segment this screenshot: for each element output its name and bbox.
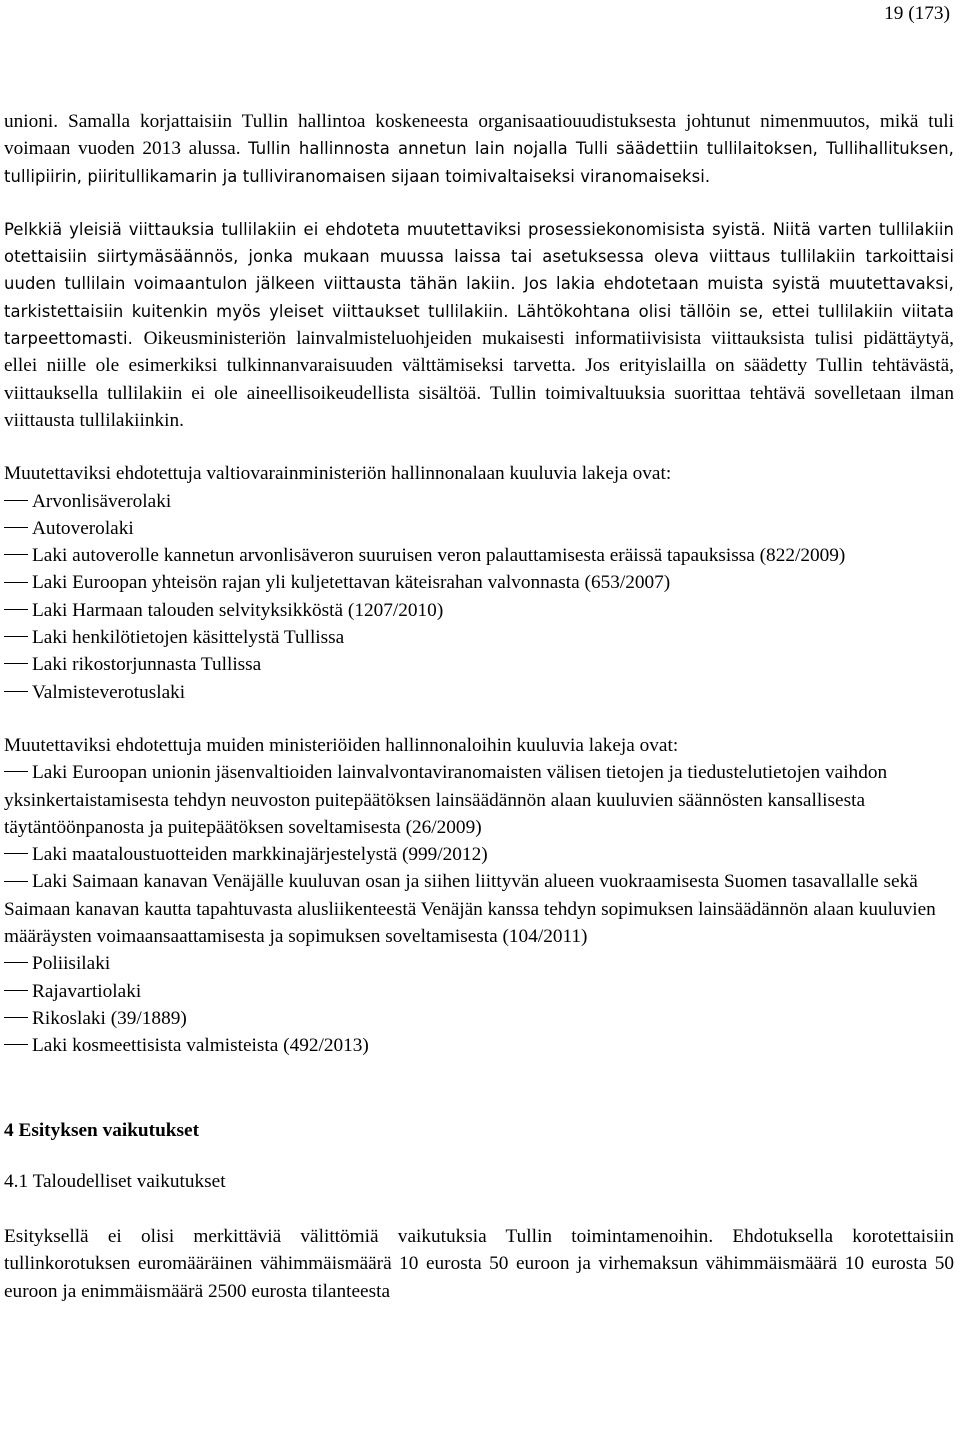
references-text-4: Oikeusministeriön lainvalmisteluohjeiden mukaisesti informatiivisista viittauksista tulisi pidättäytyä, ellei niille ole esimerkiksi tulkinnanvaraisuuden välttämiseksi tarvetta. xyxy=(4,328,955,377)
document-body xyxy=(4,108,954,1305)
dash-bullet xyxy=(4,663,28,664)
dash-bullet xyxy=(4,853,28,854)
intro-text-1: unioni. Samalla korjattaisiin Tullin hallintoa koskeneesta organisaatiouudistuksesta johtunut nimenmuutos, mikä tuli voimaan vuoden 2013 alussa. xyxy=(4,111,954,160)
intro-text-2: Tullin hallinnosta annetun lain nojalla Tulli säädettiin tullilaitoksen, Tullihallituksen, tullipiirin, piiritullikamarin ja tulliviranomaisen sijaan toimivaltaiseksi viranomaiseksi. xyxy=(4,139,954,186)
dash-bullet xyxy=(4,691,28,692)
law-list-finance-ministry xyxy=(4,460,954,706)
list-item: Laki Euroopan unionin jäsenvaltioiden lainvalvontaviranomaisten välisen tietojen ja tiedustelutietojen vaihdon yksinkertaistamisesta tehdyn neuvoston puitepäätöksen lainsäädännön alaan kuuluvien säännösten kansallisesta täytäntöönpanosta ja puitepäätöksen soveltamisesta (26/2009) xyxy=(4,762,888,838)
page-number: 19 (173) xyxy=(884,3,950,24)
economic-paragraph: Esityksellä ei olisi merkittäviä välittömiä vaikutuksia Tullin toimintamenoihin. Ehdotuksella korotettaisiin tullinkorotuksen euromääräinen vähimmäismäärä 10 eurosta 50 euroon ja virhemaksun vähimmäismäärä 10 eurosta 50 euroon ja enimmäismäärä 2500 eurosta tilanteesta xyxy=(4,1226,954,1302)
references-text-3: Jos lakia ehdotetaan muista syistä muutettavaksi, tarkistettaisiin kuitenkin myös yleiset viittaukset tullilakiin. Lähtökohtana olisi tällöin se, ettei tullilakiin viitata tarpeettomasti. xyxy=(4,274,954,349)
list-item: Autoverolaki xyxy=(4,515,954,542)
dash-bullet xyxy=(4,582,28,583)
references-text-1: Pelkkiä yleisiä viittauksia tullilakiin ei ehdoteta muutettaviksi prosessiekonomisista syistä. xyxy=(4,219,773,239)
list-item: Poliisilaki xyxy=(4,950,954,977)
list-item: Valmisteverotuslaki xyxy=(4,679,954,706)
references-text-5: Jos erityislailla on säädetty Tullin tehtävästä, viittauksella tullilakiin ei ole aineellisoikeudellista sisältöä. xyxy=(4,355,954,404)
list-item: Laki Euroopan yhteisön rajan yli kuljetettavan käteisrahan valvonnasta (653/2007) xyxy=(4,569,954,596)
list-intro: Muutettaviksi ehdotettuja valtiovarainministeriön hallinnonalaan kuuluvia lakeja ovat: xyxy=(4,463,672,485)
list-item: Laki Harmaan talouden selvityksikköstä (1207/2010) xyxy=(4,597,954,624)
subsection-heading: 4.1 Taloudelliset vaikutukset xyxy=(4,1170,226,1192)
references-paragraph xyxy=(4,216,954,434)
dash-bullet xyxy=(4,962,28,963)
section-heading: 4 Esityksen vaikutukset xyxy=(4,1119,200,1141)
references-text-2: Niitä varten tullilakiin otettaisiin siirtymäsäännös, jonka mukaan muussa laissa tai asetuksessa oleva viittaus tullilakiin tarkoittaisi uuden tullilain voimaantulon jälkeen viittausta tähän lakiin. xyxy=(4,219,954,294)
list-item: Laki henkilötietojen käsittelystä Tullissa xyxy=(4,624,954,651)
list-item: Rikoslaki (39/1889) xyxy=(4,1005,954,1032)
list-item: Laki autoverolle kannetun arvonlisäveron suuruisen veron palauttamisesta eräissä tapauksissa (822/2009) xyxy=(4,542,954,569)
list-item: Arvonlisäverolaki xyxy=(4,488,954,515)
list-item: Laki kosmeettisista valmisteista (492/2013) xyxy=(4,1032,954,1059)
list-item: Laki rikostorjunnasta Tullissa xyxy=(4,651,954,678)
list-item: Rajavartiolaki xyxy=(4,978,954,1005)
dash-bullet xyxy=(4,1017,28,1018)
dash-bullet xyxy=(4,990,28,991)
intro-paragraph xyxy=(4,108,954,190)
dash-bullet xyxy=(4,500,28,501)
dash-bullet xyxy=(4,527,28,528)
references-text-6: Tullin toimivaltuuksia suorittaa tehtävä sovelletaan ilman viittausta tullilakiinkin. xyxy=(4,382,954,431)
dash-bullet xyxy=(4,1044,28,1045)
dash-bullet xyxy=(4,554,28,555)
list-intro: Muutettaviksi ehdotettuja muiden ministeriöiden hallinnonaloihin kuuluvia lakeja ovat: xyxy=(4,734,679,756)
list-item: Laki maataloustuotteiden markkinajärjestelystä (999/2012) xyxy=(4,841,954,868)
dash-bullet xyxy=(4,636,28,637)
dash-bullet xyxy=(4,771,28,772)
list-item: Laki Saimaan kanavan Venäjälle kuuluvan osan ja siihen liittyvän alueen vuokraamisesta Suomen tasavallalle sekä Saimaan kanavan kautta tapahtuvasta alusliikenteestä Venäjän kanssa tehdyn sopimuksen lainsäädännön alaan kuuluvien määräysten voimaansaattamisesta ja sopimuksen soveltamisesta (104/2011) xyxy=(4,871,936,948)
dash-bullet xyxy=(4,609,28,610)
law-list-other-ministries xyxy=(4,732,954,1060)
dash-bullet xyxy=(4,881,28,882)
